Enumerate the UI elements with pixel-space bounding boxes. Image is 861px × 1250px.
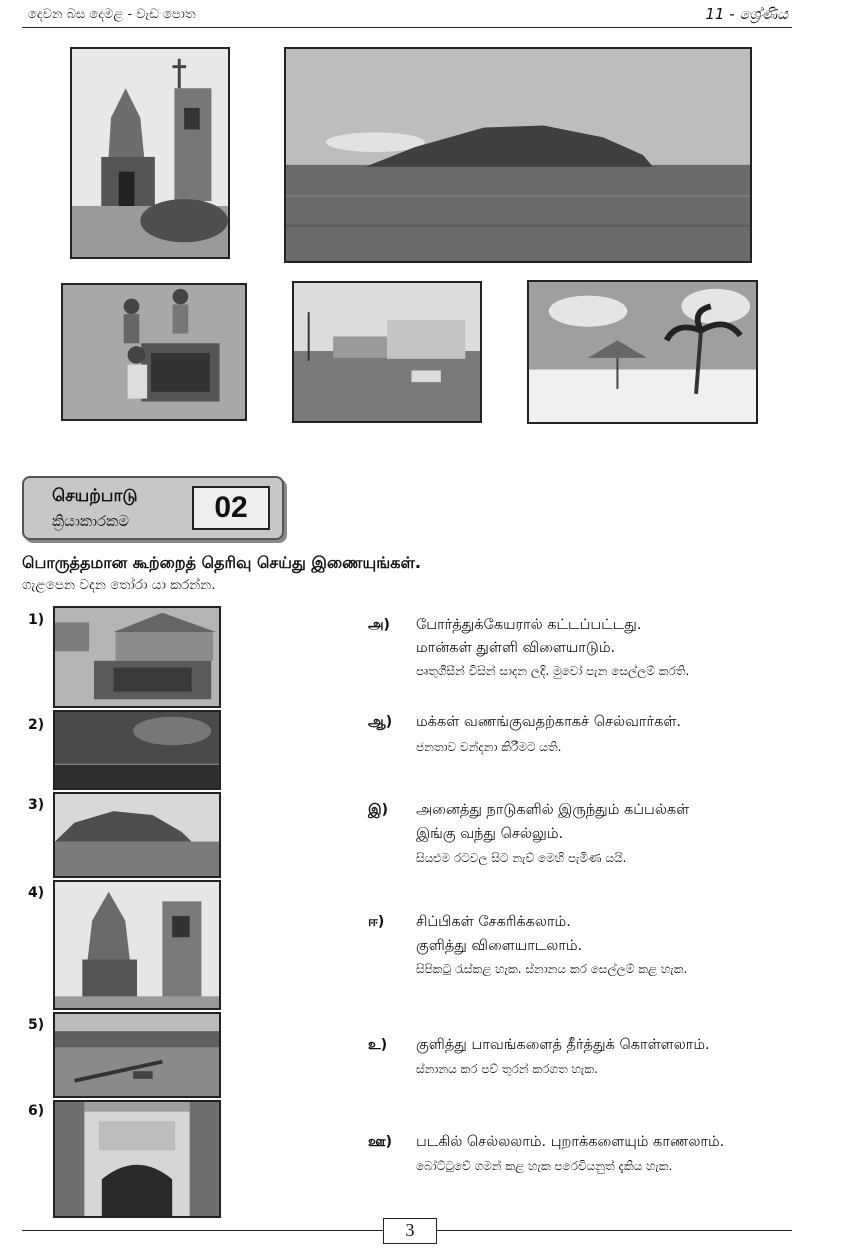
match-photo-temple <box>53 880 221 1010</box>
grade-label: 11 - ශ්‍රේණිය <box>705 5 788 23</box>
book-title: දෙවන බස දෙමළ - වැඩ පොත <box>28 7 196 22</box>
item-number: 6) <box>28 1103 45 1119</box>
option-text-sinhala: සියළුම රටවල සිට නැව් මෙහි පැමිණ යයි. <box>416 851 627 865</box>
option-text: இங்கு வந்து செல்லும். <box>416 826 564 842</box>
option-text: மான்கள் துள்ளி விளையாடும். <box>416 640 616 656</box>
option-text-sinhala: බෝට්ටුවේ ගමන් කළ හැක පරෙවියනුත් දැකිය හැක. <box>416 1159 673 1173</box>
activity-title-tamil: செயற்பாடு <box>52 486 138 506</box>
match-photo-hot-wells <box>53 606 221 708</box>
option-letter: ஊ) <box>368 1134 393 1150</box>
option-text: போர்த்துக்கேயரால் கட்டப்பட்டது. <box>416 617 642 633</box>
page-number: 3 <box>383 1218 437 1244</box>
item-number: 3) <box>28 797 45 813</box>
match-photo-fort <box>53 1100 221 1218</box>
beach-photo <box>527 280 758 424</box>
island-sea-photo <box>284 47 752 263</box>
activity-label-box <box>22 476 284 540</box>
instruction-tamil: பொருத்தமான கூற்றைத் தெரிவு செய்து இணையுங்கள். <box>22 553 421 572</box>
match-photo-sea-storm <box>53 710 221 790</box>
option-text-sinhala: ජනතාව වන්දනා කිරීමට යති. <box>416 740 562 754</box>
option-letter: ஆ) <box>368 714 393 730</box>
match-photo-island <box>53 792 221 878</box>
option-text-sinhala: පෘතුගීසීන් විසින් සාදන ලදි. මුවෝ පැන සෙල්ලම් කරති. <box>416 664 690 678</box>
item-number: 5) <box>28 1017 45 1033</box>
option-letter: உ) <box>368 1037 388 1053</box>
hot-wells-photo <box>61 283 247 421</box>
page-header <box>22 4 792 28</box>
option-text: படகில் செல்லலாம். புறாக்களையும் காணலாம். <box>416 1134 725 1150</box>
harbour-photo <box>292 281 482 423</box>
option-text-sinhala: ස්නානය කර පව් තුරන් කරගත හැක. <box>416 1062 598 1076</box>
option-text: குளித்து விளையாடலாம். <box>416 938 583 954</box>
option-text: அனைத்து நாடுகளில் இருந்தும் கப்பல்கள் <box>416 802 690 818</box>
match-photo-harbour <box>53 1012 221 1098</box>
kovil-temple-photo <box>70 47 230 259</box>
option-text: மக்கள் வணங்குவதற்காகச் செல்வார்கள். <box>416 714 682 730</box>
instruction-sinhala: ගැළපෙන වදන තෝරා යා කරන්න. <box>22 577 216 593</box>
option-letter: அ) <box>368 617 390 633</box>
option-text-sinhala: සිපිකටු රැස්කළ හැක. ස්නානය කර සෙල්ලම් කළ හැක. <box>416 962 688 976</box>
item-number: 2) <box>28 717 45 733</box>
item-number: 4) <box>28 885 45 901</box>
activity-number: 02 <box>192 486 270 530</box>
option-letter: ஈ) <box>368 914 385 930</box>
option-text: குளித்து பாவங்களைத் தீர்த்துக் கொள்ளலாம். <box>416 1037 710 1053</box>
activity-title-sinhala: ක්‍රියාකාරකම <box>52 512 130 530</box>
option-text: சிப்பிகள் சேகரிக்கலாம். <box>416 914 571 930</box>
option-letter: இ) <box>368 802 389 818</box>
item-number: 1) <box>28 612 45 628</box>
